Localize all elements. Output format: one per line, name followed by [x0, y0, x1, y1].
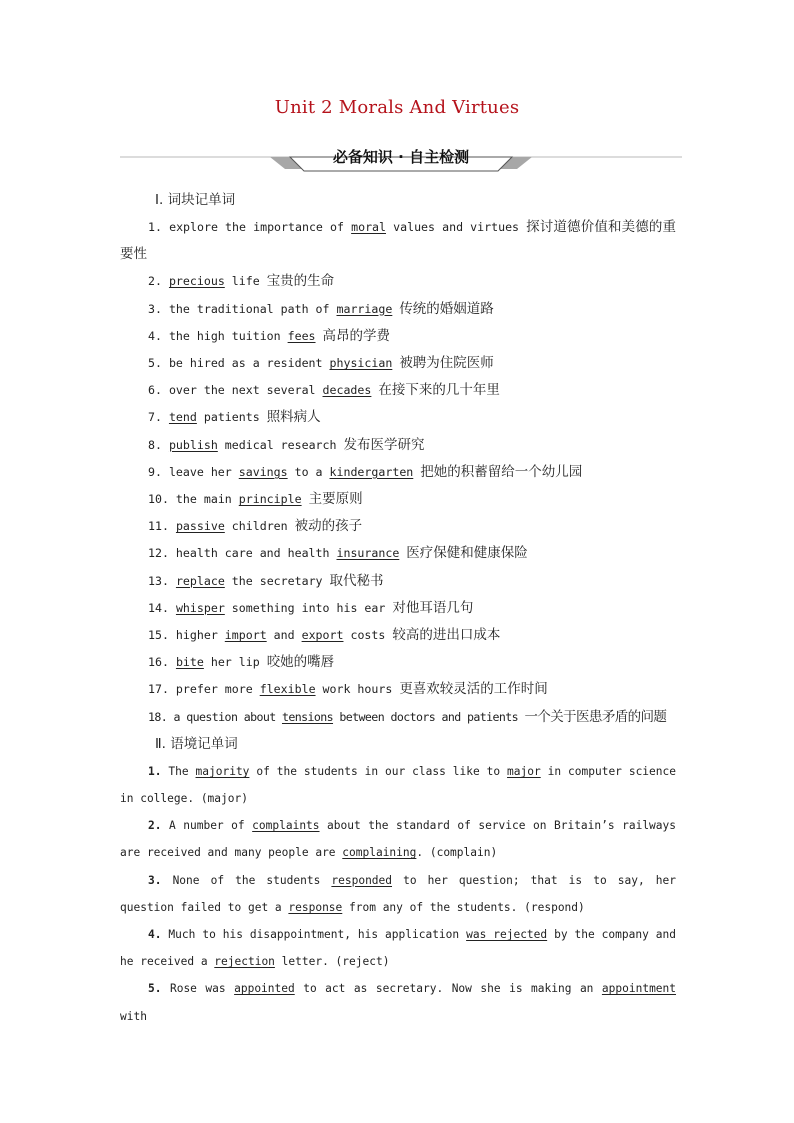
item-text: between doctors and patients [333, 709, 525, 724]
item-text: health care and health [168, 546, 337, 561]
sentence-list [120, 758, 676, 1030]
sentence-text: A number of [161, 819, 253, 833]
item-translation: 被动的孩子 [294, 518, 363, 535]
item-translation: 探讨道德价值和美德的重要性 [120, 219, 676, 263]
answer-word: flexible [259, 682, 316, 697]
vocab-item [120, 568, 676, 595]
item-number: 16. [148, 655, 169, 670]
vocab-item [120, 459, 676, 486]
item-text: the secretary [224, 573, 330, 588]
item-text: leave her [161, 464, 239, 479]
item-translation: 对他耳语几句 [392, 599, 474, 616]
item-translation: 在接下来的几十年里 [378, 382, 500, 399]
answer-word: marriage [336, 301, 393, 316]
item-translation: 照料病人 [266, 409, 321, 426]
vocab-item [120, 595, 676, 622]
sentence-text: with [120, 1009, 147, 1023]
answer-word: tensions [281, 709, 334, 724]
item-translation: 高昂的学费 [322, 327, 391, 344]
vocab-item [120, 622, 676, 649]
item-translation: 一个关于医患矛盾的问题 [524, 708, 667, 725]
answer-word: whisper [175, 600, 225, 615]
vocab-item [120, 649, 676, 676]
answer-word: moral [351, 220, 387, 234]
sentence-text: by the company and he received a [120, 928, 676, 969]
vocab-item [120, 323, 676, 350]
answer-word: fees [287, 328, 316, 343]
item-number: 10. [148, 492, 169, 507]
vocab-item [120, 214, 676, 268]
item-text: higher [168, 628, 225, 643]
item-text [169, 519, 176, 533]
item-translation: 发布医学研究 [343, 436, 425, 453]
item-translation: 主要原则 [308, 491, 363, 508]
item-text [169, 574, 176, 588]
answer-word: bite [175, 655, 204, 670]
item-number: 15. [148, 628, 169, 643]
item-translation: 更喜欢较灵活的工作时间 [399, 681, 548, 698]
item-number: 5. [148, 356, 162, 371]
item-text [162, 410, 169, 424]
sentence-number: 1. [148, 764, 162, 778]
answer-word: responded [331, 873, 393, 887]
item-text: explore the importance of [161, 220, 352, 234]
item-number: 8. [148, 437, 162, 452]
sentence-text: . (complain) [416, 846, 498, 860]
vocab-item [120, 513, 676, 540]
sentence-text: to act as secretary. Now she is making an [294, 982, 602, 996]
content [120, 187, 676, 1030]
item-text: costs [343, 628, 393, 643]
sentence-text: about the standard of service on Britain’s railways are received and many people are [120, 819, 677, 860]
answer-word: was rejected [466, 928, 548, 942]
answer-word: savings [238, 464, 288, 479]
item-text: and [266, 628, 302, 643]
item-text: something into his ear [224, 600, 393, 615]
item-text [316, 329, 323, 343]
answer-word: decades [322, 383, 372, 398]
answer-word: complaints [252, 819, 320, 833]
section-1-heading: Ⅰ. 词块记单词 [155, 192, 236, 208]
answer-word: export [301, 628, 344, 643]
sentence-number: 5. [148, 982, 162, 996]
item-translation: 取代秘书 [329, 572, 384, 589]
item-translation: 传统的婚姻道路 [399, 300, 494, 317]
answer-word: tend [168, 410, 197, 425]
item-text [162, 274, 169, 288]
item-number: 2. [148, 274, 162, 289]
item-number: 7. [148, 410, 162, 425]
section-2-heading: Ⅱ. 语境记单词 [155, 735, 238, 752]
item-text: life [224, 274, 267, 289]
item-number: 1. [148, 220, 162, 234]
answer-word: physician [329, 356, 393, 371]
vocab-item [120, 296, 676, 323]
sentence-text: from any of the students. (respond) [342, 900, 585, 914]
item-number: 3. [148, 301, 162, 316]
answer-word: precious [168, 274, 225, 289]
item-text: over the next several [161, 383, 323, 398]
banner-title: 必备知识 · 自主检测 [332, 148, 470, 166]
vocab-item [120, 486, 676, 513]
item-text [162, 438, 169, 452]
answer-word: kindergarten [329, 464, 414, 479]
sentence-text: of the students in our class like to [249, 764, 508, 778]
sentence-text: in computer science in college. (major) [120, 764, 676, 806]
item-translation: 宝贵的生命 [266, 273, 335, 290]
item-number: 14. [148, 600, 169, 615]
item-text: the high tuition [161, 328, 288, 343]
answer-word: rejection [214, 955, 275, 969]
vocab-item [120, 540, 676, 567]
item-text: the traditional path of [161, 301, 337, 316]
item-text: values and virtues [386, 220, 527, 234]
answer-word: insurance [336, 546, 400, 561]
context-sentence [120, 758, 676, 812]
sentence-number: 3. [148, 873, 162, 887]
item-translation: 较高的进出口成本 [392, 627, 501, 644]
sentence-text: Much to his disappointment, his application [161, 928, 467, 942]
sentence-text: The [161, 764, 196, 778]
item-text: children [224, 519, 295, 534]
item-number: 12. [148, 546, 169, 561]
item-text: patients [196, 410, 267, 425]
context-sentence [120, 921, 676, 975]
vocab-item [120, 404, 676, 431]
sentence-text: None of the students [161, 873, 332, 887]
item-text [169, 601, 176, 615]
item-number: 11. [148, 519, 169, 534]
item-number: 17. [148, 682, 169, 697]
answer-word: import [224, 628, 267, 643]
answer-word: major [507, 764, 541, 778]
answer-word: appointment [601, 982, 677, 996]
answer-word: majority [195, 764, 250, 778]
context-sentence [120, 867, 676, 921]
item-text [169, 655, 176, 669]
item-text: medical research [217, 437, 344, 452]
item-text: be hired as a resident [161, 356, 330, 371]
item-text: a question about [167, 709, 282, 724]
item-text: the main [168, 492, 239, 507]
sentence-number: 4. [148, 928, 162, 942]
vocab-item [120, 377, 676, 404]
unit-title: Unit 2 Morals And Virtues [274, 97, 520, 118]
vocab-item [120, 704, 676, 731]
context-sentence [120, 975, 676, 1029]
answer-word: response [288, 900, 343, 914]
item-text: prefer more [168, 682, 260, 697]
vocab-item [120, 350, 676, 377]
item-text: her lip [203, 655, 267, 670]
sentence-number: 2. [148, 819, 162, 833]
answer-word: appointed [234, 982, 295, 996]
answer-word: principle [238, 492, 302, 507]
item-text: to a [287, 464, 330, 479]
answer-word: publish [168, 437, 218, 452]
section-banner [120, 143, 682, 173]
answer-word: passive [175, 519, 225, 534]
context-sentence [120, 812, 676, 866]
item-number: 4. [148, 328, 162, 343]
item-translation: 被聘为住院医师 [399, 355, 494, 372]
item-translation: 把她的积蓄留给一个幼儿园 [420, 463, 583, 480]
item-number: 9. [148, 464, 162, 479]
item-number: 6. [148, 383, 162, 398]
sentence-text: letter. (reject) [274, 955, 390, 969]
vocab-item [120, 268, 676, 295]
item-text [302, 492, 309, 506]
vocab-item [120, 676, 676, 703]
vocab-list [120, 214, 676, 731]
answer-word: complaining [342, 846, 417, 860]
sentence-text: Rose was [161, 982, 235, 996]
item-translation: 咬她的嘴唇 [266, 654, 335, 671]
sentence-text: to her question; that is to say, her question failed to get a [120, 873, 676, 914]
item-translation: 医疗保健和健康保险 [406, 545, 528, 562]
item-number: 18. [148, 709, 168, 724]
item-number: 13. [148, 573, 169, 588]
vocab-item [120, 432, 676, 459]
item-text: work hours [315, 682, 400, 697]
answer-word: replace [175, 573, 225, 588]
